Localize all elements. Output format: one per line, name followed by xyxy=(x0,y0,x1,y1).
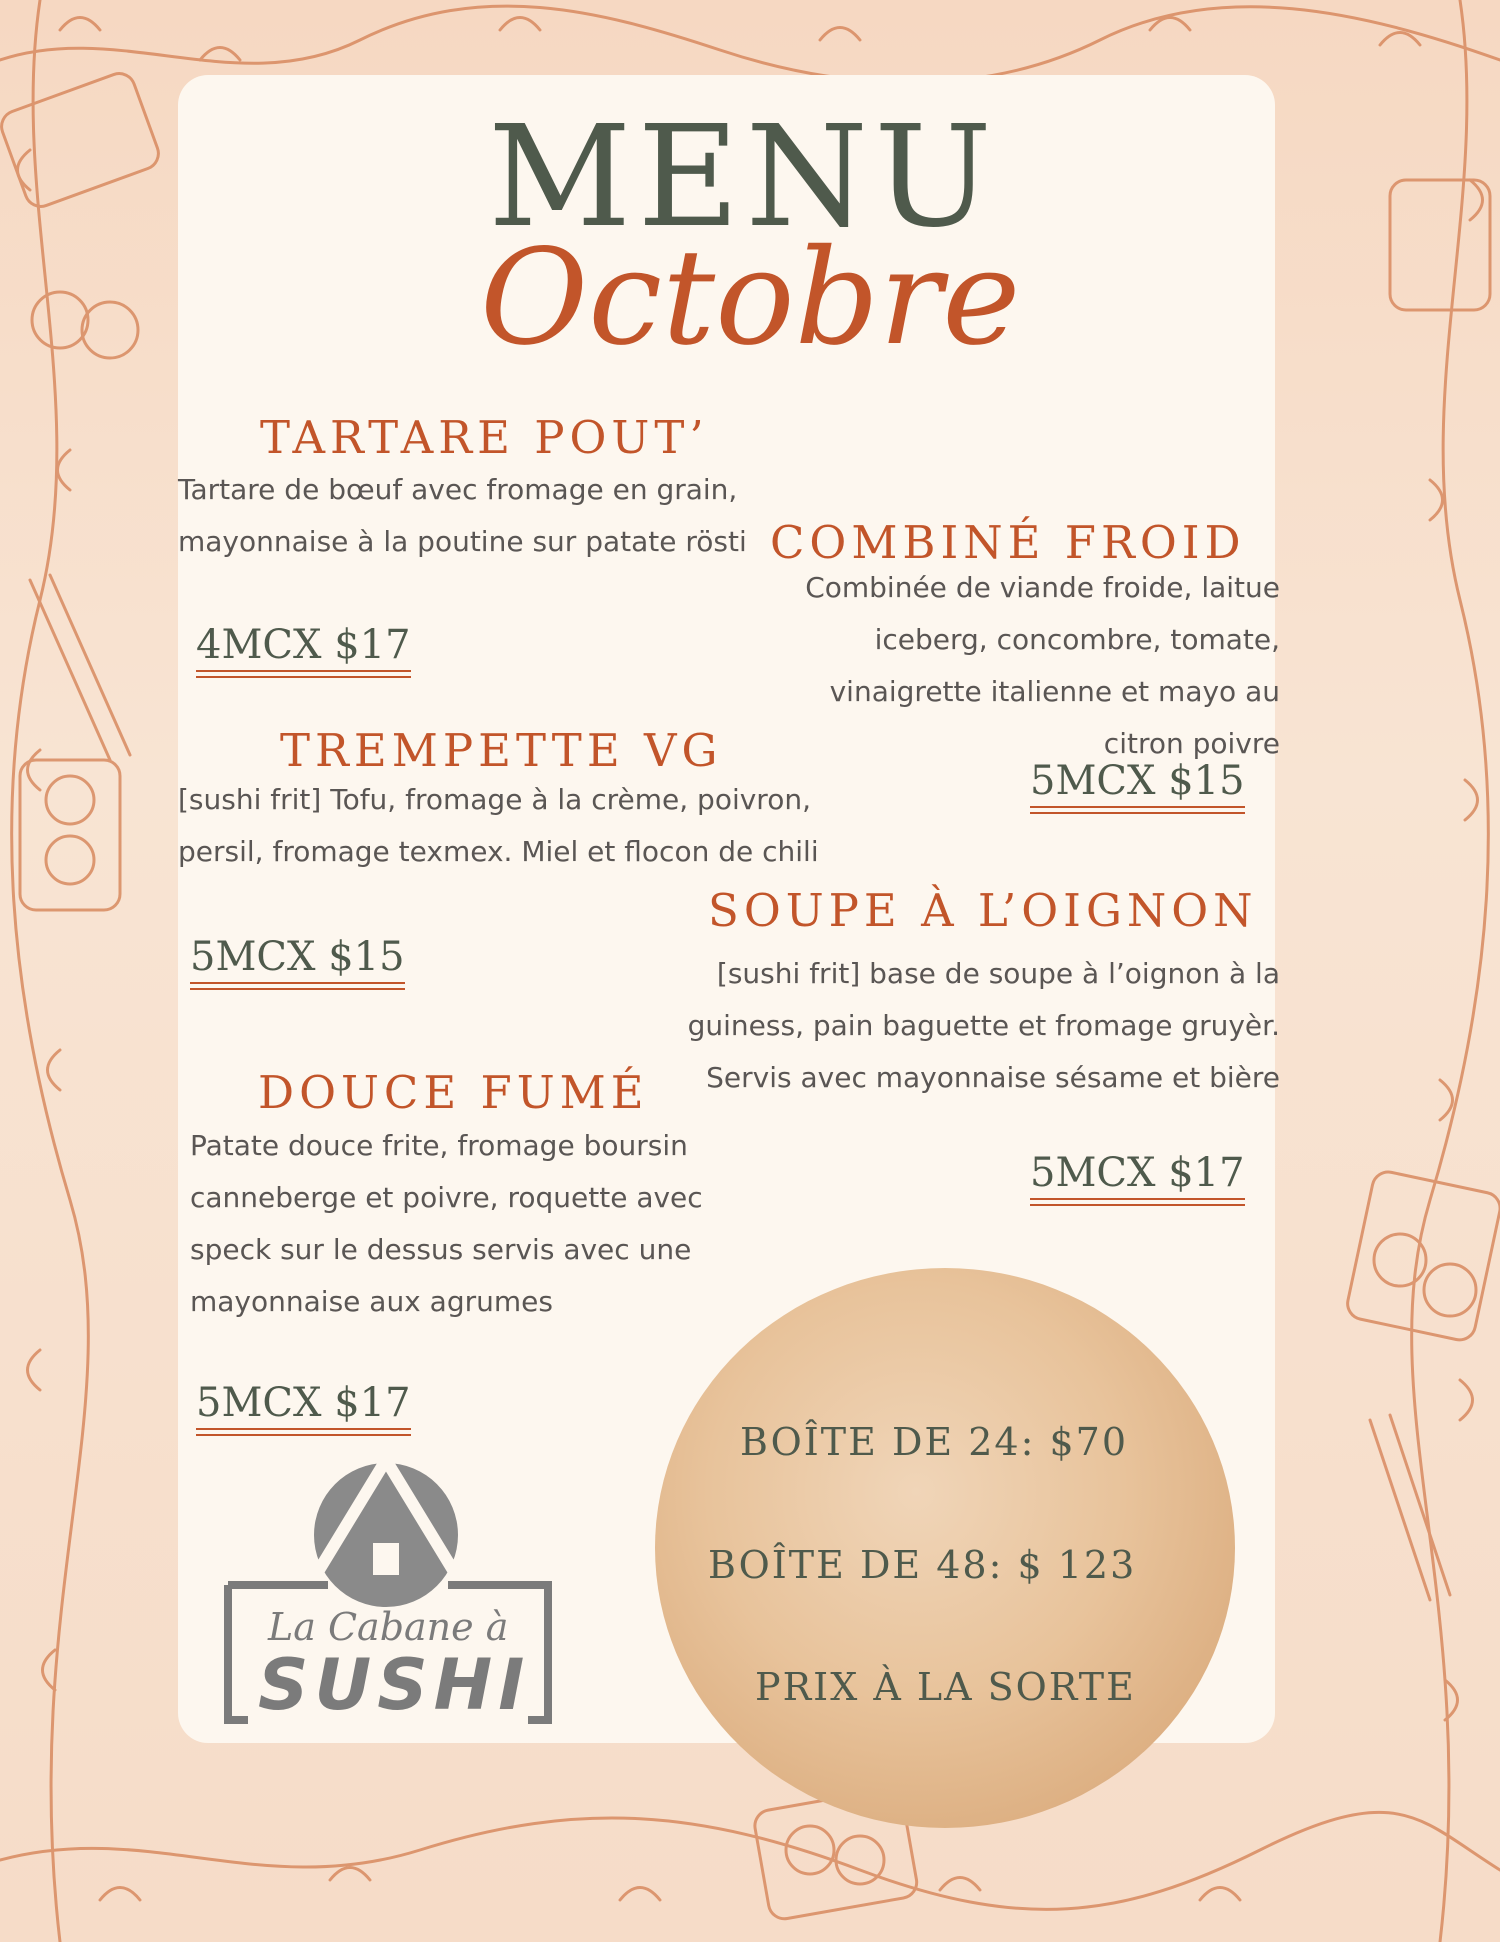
dish-name-tartare: TARTARE POUT’ xyxy=(260,411,709,464)
price-text: 5MCX $15 xyxy=(190,934,405,980)
dish-name-douce: DOUCE FUMÉ xyxy=(258,1066,649,1119)
price-underline xyxy=(1030,1204,1245,1206)
price-underline xyxy=(196,1428,411,1430)
box-24-price: BOÎTE DE 24: $70 xyxy=(740,1420,1129,1464)
price-underline xyxy=(1030,812,1245,814)
dish-price-douce xyxy=(196,1380,411,1436)
price-underline xyxy=(1030,806,1245,808)
price-underline xyxy=(196,670,411,672)
dish-name-combine: COMBINÉ FROID xyxy=(770,516,1246,569)
dish-desc-trempette: [sushi frit] Tofu, fromage à la crème, poivron, persil, fromage texmex. Miel et flocon de chili xyxy=(178,783,819,868)
box-48-price: BOÎTE DE 48: $ 123 xyxy=(708,1543,1137,1587)
price-underline xyxy=(190,988,405,990)
dish-price-tartare xyxy=(196,622,411,678)
dish-desc-soupe: [sushi frit] base de soupe à l’oignon à la guiness, pain baguette et fromage gruyèr. Servis avec mayonnaise sésame et bière xyxy=(687,957,1280,1094)
price-text: 5MCX $17 xyxy=(196,1380,411,1426)
price-underline xyxy=(196,676,411,678)
price-underline xyxy=(190,982,405,984)
price-text: 4MCX $17 xyxy=(196,622,411,668)
dish-name-trempette: TREMPETTE VG xyxy=(280,724,723,777)
price-underline xyxy=(196,1434,411,1436)
price-underline xyxy=(1030,1198,1245,1200)
dish-desc-douce: Patate douce frite, fromage boursin canneberge et poivre, roquette avec speck sur le dessus servis avec une mayonnaise aux agrumes xyxy=(190,1129,703,1318)
price-text: 5MCX $17 xyxy=(1030,1150,1245,1196)
price-text: 5MCX $15 xyxy=(1030,758,1245,804)
logo-text-bottom: SUSHI xyxy=(258,1644,531,1726)
dish-price-soupe xyxy=(1030,1150,1245,1206)
dish-price-combine xyxy=(1030,758,1245,814)
logo-text-top: La Cabane à xyxy=(268,1605,509,1649)
dish-desc-tartare: Tartare de bœuf avec fromage en grain, mayonnaise à la poutine sur patate rösti xyxy=(178,473,747,558)
menu-title: MENU xyxy=(488,96,999,259)
dish-name-soupe: SOUPE À L’OIGNON xyxy=(708,884,1258,937)
dish-price-trempette xyxy=(190,934,405,990)
dish-desc-combine: Combinée de viande froide, laitue iceberg, concombre, tomate, vinaigrette italienne et mayo au citron poivre xyxy=(805,571,1280,760)
price-per-type: PRIX À LA SORTE xyxy=(755,1665,1136,1709)
menu-month: Octobre xyxy=(480,221,1021,375)
